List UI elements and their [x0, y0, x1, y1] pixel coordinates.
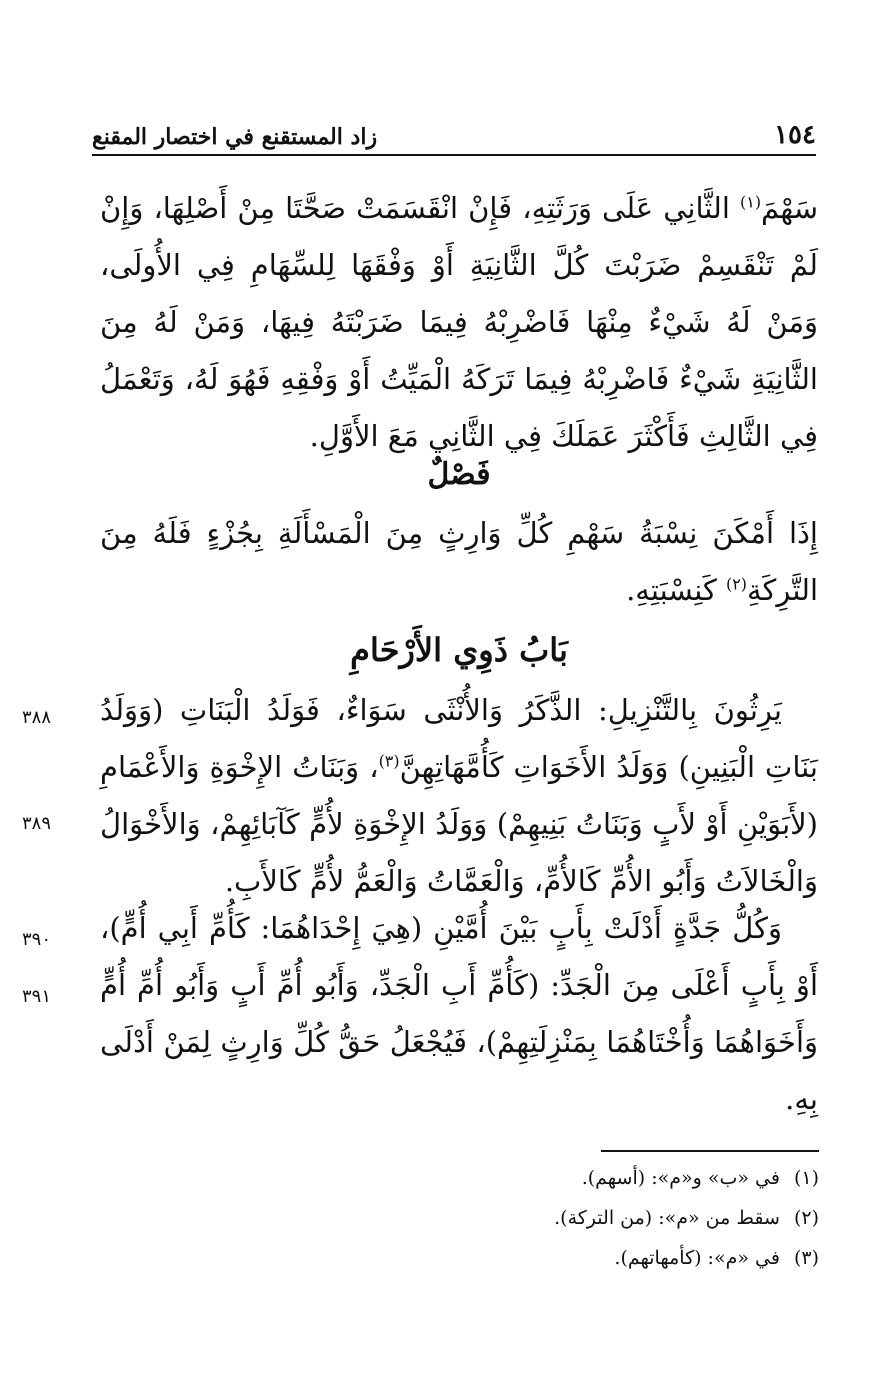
margin-number: ٣٩١: [22, 986, 52, 1007]
paragraph-text: وَكُلُّ جَدَّةٍ أَدْلَتْ بِأَبٍ بَيْنَ أُمَّيْنِ (هِيَ إِحْدَاهُمَا: كَأُمِّ أَبِي أُمٍّ)، أَوْ بِأَبٍ أَعْلَى مِنَ الْجَدِّ: (كَأُمِّ أَبِ الْجَدِّ، وَأَبُو أُمِّ أَبٍ وَأَبُو أُمِّ أُمٍّ وَأَخَوَاهُمَا وَأُخْتَاهُمَا بِمَنْزِلَتِهِمْ)، فَيُجْعَلُ حَقُّ كُلِّ وَارِثٍ لِمَنْ أَدْلَى بِهِ.: [100, 911, 818, 1116]
paragraph-grandmother: [100, 900, 818, 1128]
footnote-text: في «ب» و«م»: (أسهم).: [581, 1167, 780, 1189]
footnote-item: [101, 1198, 819, 1238]
footnote-ref-3: (٣): [378, 751, 400, 771]
footnote-divider: [601, 1150, 819, 1152]
footnote-ref-1: (١): [740, 192, 762, 212]
paragraph-inheritance-by-substitution: [100, 682, 818, 910]
footnote-ref-2: (٢): [726, 574, 747, 594]
footnote-item: [101, 1158, 819, 1198]
chapter-heading-dhawi-al-arham: بَابُ ذَوِي الأَرْحَامِ: [350, 631, 568, 669]
margin-number: ٣٩٠: [22, 929, 52, 950]
paragraph-text: ، وَبَنَاتُ الإِخْوَةِ وَالأَعْمَامِ (لأَبَوَيْنِ أَوْ لأَبٍ وَبَنَاتُ بَنِيهِمْ) وَوَلَدُ الإِخْوَةِ لأُمٍّ كَآبَائِهِمْ، وَالأَخْوَالُ وَالْخَالاَتُ وَأَبُو الأُمِّ كَالأُمِّ، وَالْعَمَّاتُ وَالْعَمُّ لأُمٍّ كَالأَبِ.: [100, 750, 818, 898]
footnotes: [101, 1158, 819, 1278]
section-heading-fasl: فَصْلٌ: [427, 457, 491, 492]
running-header: [92, 118, 816, 158]
paragraph-text: إِذَا أَمْكَنَ نِسْبَةُ سَهْمِ كُلِّ وَارِثٍ مِنَ الْمَسْأَلَةِ بِجُزْءٍ فَلَهُ مِنَ التَّرِكَةِ: [100, 516, 818, 607]
paragraph-text: سَهْمَ: [761, 191, 818, 225]
paragraph-continued: [100, 180, 818, 465]
page-number: ١٥٤: [774, 120, 816, 150]
paragraph-text: يَرِثُونَ بِالتَّنْزِيلِ: الذَّكَرُ وَالأُنْثَى سَوَاءٌ، فَوَلَدُ الْبَنَاتِ (وَوَلَدُ بَنَاتِ الْبَنِينِ) وَوَلَدُ الأَخَوَاتِ كَأُمَّهَاتِهِنَّ: [100, 693, 818, 784]
margin-number: ٣٨٩: [22, 813, 52, 834]
footnote-text: سقط من «م»: (من التركة).: [554, 1207, 780, 1229]
margin-number: ٣٨٨: [22, 707, 52, 728]
footnote-item: [101, 1238, 819, 1278]
paragraph-fasl: [100, 505, 818, 619]
book-title: زاد المستقنع في اختصار المقنع: [92, 124, 378, 150]
header-divider: [92, 154, 816, 156]
paragraph-text: الثَّانِي عَلَى وَرَثَتِهِ، فَإِنْ انْقَسَمَتْ صَحَّتَا مِنْ أَصْلِهَا، وَإِنْ لَمْ تَنْقَسِمْ ضَرَبْتَ كُلَّ الثَّانِيَةِ أَوْ وَفْقَهَا لِلسِّهَامِ فِي الأُولَى، وَمَنْ لَهُ شَيْءٌ مِنْهَا فَاضْرِبْهُ فِيمَا ضَرَبْتَهُ فِيهَا، وَمَنْ لَهُ مِنَ الثَّانِيَةِ شَيْءٌ فَاضْرِبْهُ فِيمَا تَرَكَهُ الْمَيِّتُ أَوْ وَفْقِهِ فَهُوَ لَهُ، وَتَعْمَلُ فِي الثَّالِثِ فَأَكْثَرَ عَمَلَكَ فِي الثَّانِي مَعَ الأَوَّلِ.: [100, 191, 818, 453]
footnote-number: (١): [793, 1167, 819, 1189]
footnote-text: في «م»: (كأمهاتهم).: [614, 1247, 780, 1269]
footnote-number: (٢): [793, 1207, 819, 1229]
paragraph-text: كَنِسْبَتِهِ.: [626, 573, 726, 607]
footnote-number: (٣): [793, 1247, 819, 1269]
